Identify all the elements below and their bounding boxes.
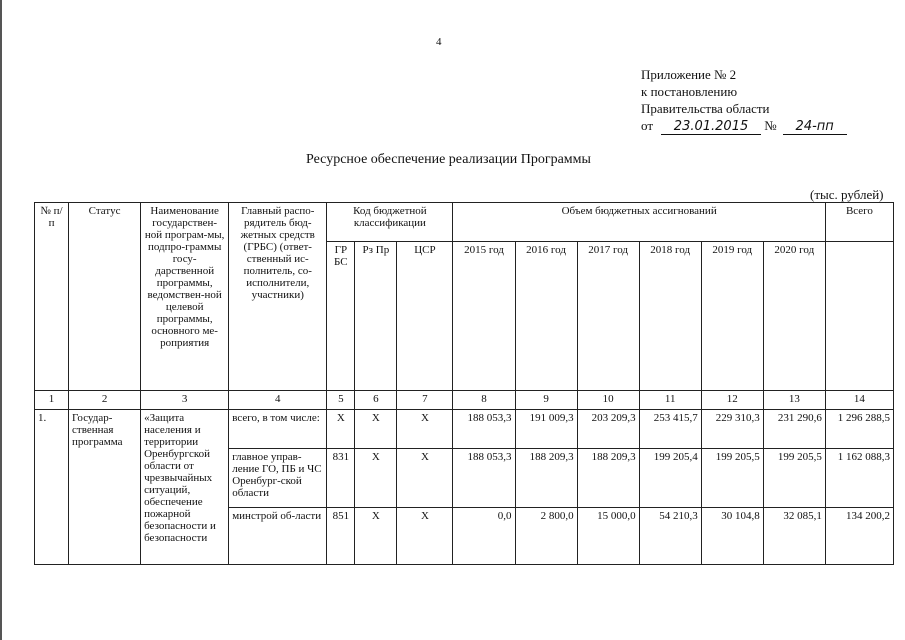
header-csr: ЦСР [397,242,453,391]
column-number: 12 [701,391,763,410]
row-value-2017: 15 000,0 [577,508,639,565]
row-csr: Х [397,449,453,508]
table-row [35,410,894,449]
column-number: 10 [577,391,639,410]
program-status: Государ-ственная программа [69,410,141,565]
column-number: 8 [453,391,515,410]
row-value-2019: 199 205,5 [701,449,763,508]
handwritten-number: 24-пп [783,120,847,135]
program-name: «Защита населения и территории Оренбургской области от чрезвычайных ситуаций, обеспечение пожарной безопасности и безопасности [141,410,229,565]
column-number: 3 [141,391,229,410]
row-total: 134 200,2 [825,508,893,565]
page-number: 4 [436,36,442,48]
header-year-2016: 2016 год [515,242,577,391]
header-grbs: Главный распо-рядитель бюд-жетных средств (ГРБС) (ответ-ственный ис-полнитель, со-исполнители, участники) [229,203,327,391]
header-year-2020: 2020 год [763,242,825,391]
row-csr: Х [397,508,453,565]
row-grbs-code: 831 [327,449,355,508]
column-number: 7 [397,391,453,410]
row-rz-pr: Х [355,410,397,449]
header-num: № п/п [35,203,69,391]
row-value-2015: 0,0 [453,508,515,565]
row-rz-pr: Х [355,449,397,508]
row-value-2016: 2 800,0 [515,508,577,565]
row-grbs-code: 851 [327,508,355,565]
handwritten-date: 23.01.2015 [661,120,761,135]
row-value-2019: 30 104,8 [701,508,763,565]
appendix-line-1: Приложение № 2 [641,67,737,82]
column-number: 13 [763,391,825,410]
row-csr: Х [397,410,453,449]
row-value-2017: 188 209,3 [577,449,639,508]
row-grbs: минстрой об-ласти [229,508,327,565]
row-value-2018: 253 415,7 [639,410,701,449]
program-num: 1. [35,410,69,565]
row-total: 1 162 088,3 [825,449,893,508]
header-year-2019: 2019 год [701,242,763,391]
row-value-2018: 54 210,3 [639,508,701,565]
header-row-1 [35,203,894,242]
header-total: Всего [825,203,893,242]
header-grbs-code: ГР БС [327,242,355,391]
row-grbs-code: Х [327,410,355,449]
row-total: 1 296 288,5 [825,410,893,449]
budget-table [34,202,894,565]
row-value-2015: 188 053,3 [453,410,515,449]
column-number: 4 [229,391,327,410]
appendix-line-4 [641,117,847,135]
column-number: 14 [825,391,893,410]
header-year-2018: 2018 год [639,242,701,391]
row-value-2017: 203 209,3 [577,410,639,449]
header-budget-code: Код бюджетной классификации [327,203,453,242]
header-rz-pr: Рз Пр [355,242,397,391]
header-year-2017: 2017 год [577,242,639,391]
row-value-2018: 199 205,4 [639,449,701,508]
row-grbs: главное управ-ление ГО, ПБ и ЧС Оренбург-ской области [229,449,327,508]
header-total-blank [825,242,893,391]
row-value-2016: 188 209,3 [515,449,577,508]
row-value-2020: 199 205,5 [763,449,825,508]
row-grbs: всего, в том числе: [229,410,327,449]
header-name: Наименование государствен-ной програм-мы, подпро-граммы госу-дарственной программы, ведомствен-ной целевой программы, основного ме-роприятия [141,203,229,391]
from-label: от [641,118,654,133]
appendix-line-2: к постановлению [641,84,738,99]
appendix-block [641,66,847,135]
row-rz-pr: Х [355,508,397,565]
column-number: 1 [35,391,69,410]
column-number: 9 [515,391,577,410]
column-number: 11 [639,391,701,410]
row-value-2020: 231 290,6 [763,410,825,449]
units-label: (тыс. рублей) [810,187,884,202]
column-number: 5 [327,391,355,410]
header-year-2015: 2015 год [453,242,515,391]
appendix-line-3: Правительства области [641,101,770,116]
number-label: № [764,118,777,133]
page-left-edge [0,0,2,640]
row-value-2019: 229 310,3 [701,410,763,449]
column-number: 2 [69,391,141,410]
document-title: Ресурсное обеспечение реализации Программы [306,152,591,167]
column-number-row [35,391,894,410]
column-number: 6 [355,391,397,410]
header-allocations: Объем бюджетных ассигнований [453,203,825,242]
row-value-2016: 191 009,3 [515,410,577,449]
header-status: Статус [69,203,141,391]
row-value-2020: 32 085,1 [763,508,825,565]
row-value-2015: 188 053,3 [453,449,515,508]
